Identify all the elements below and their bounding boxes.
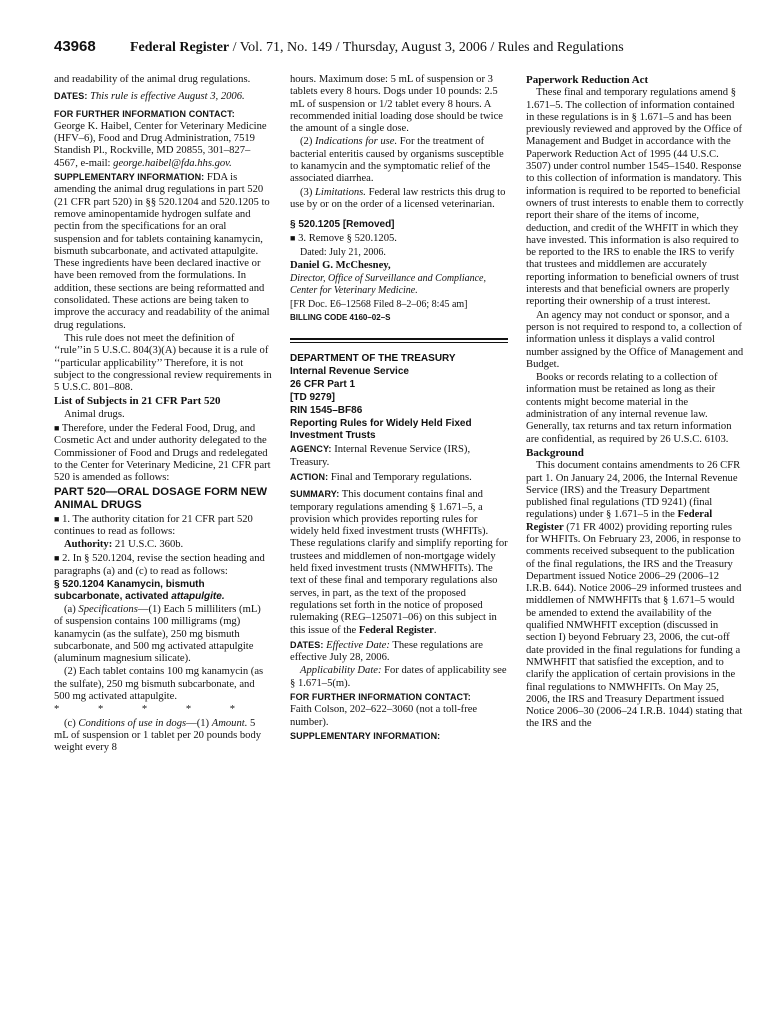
action-paragraph (290, 471, 508, 484)
agency-heading: Internal Revenue Service (290, 366, 409, 378)
square-bullet-icon: ■ (290, 233, 296, 244)
intro-paragraph: and readability of the animal drug regulations. (54, 74, 251, 85)
contact-email[interactable]: george.haibel@fda.hhs.gov. (113, 157, 232, 169)
dates-paragraph (54, 90, 272, 103)
indications-text: For the treatment of bacterial enteritis caused by organisms susceptible to kanamycin and the symptomatic relief of the associated diarrhea. (290, 136, 504, 185)
columns (54, 74, 744, 756)
section-heading-520-1204 (54, 579, 272, 603)
supplementary-paragraph (54, 171, 272, 332)
pra-heading: Paperwork Reduction Act (526, 74, 649, 86)
effective-date-italic: Effective Date: (326, 639, 390, 651)
dates-label: DATES: (54, 91, 88, 102)
supplementary-label: SUPPLEMENTARY INFORMATION: (54, 172, 205, 183)
fr-doc-line: [FR Doc. E6–12568 Filed 8–2–06; 8:45 am] (290, 298, 468, 310)
department-heading: DEPARTMENT OF THE TREASURY (290, 353, 456, 365)
document-title: Reporting Rules for Widely Held Fixed Investment Trusts (290, 418, 472, 442)
publication-title: Federal Register (130, 40, 230, 55)
page-number: 43968 (54, 38, 96, 55)
applicability-italic: Applicability Date: (300, 665, 382, 677)
removed-heading: § 520.1205 [Removed] (290, 219, 395, 231)
therefore-paragraph (54, 422, 272, 484)
rin-heading: RIN 1545–BF86 (290, 405, 363, 417)
contact-paragraph (54, 108, 272, 170)
action-text: Final and Temporary regulations. (330, 471, 472, 483)
item-3 (290, 232, 508, 245)
column-2 (290, 74, 508, 756)
amount-text: 5 mL of suspension or 1 tablet per 20 pounds body weight every 8 (54, 717, 262, 754)
background-text-a: This document contains amendments to 26 CFR part 1. On January 24, 2006, the Internal Revenue Service (IRS) and the Treasury Department published final regulations (TD 9241) (final regulations) under § 1.671–5 in the (526, 460, 741, 521)
pra-paragraph-2: An agency may not conduct or sponsor, and a person is not required to respond to, a collection of information unless it displays a valid control number assigned by the Office of Management and Budget. (526, 309, 744, 370)
indications-label: (2) (300, 136, 316, 148)
item-1 (54, 513, 272, 539)
square-bullet-icon: ■ (54, 513, 60, 524)
conditions-italic: Conditions of use in dogs (78, 717, 187, 729)
supplementary2-label: SUPPLEMENTARY INFORMATION: (290, 730, 441, 741)
dated-line: Dated: July 21, 2006. (300, 246, 386, 258)
contact2-text: Faith Colson, 202–622–3060 (not a toll-free number). (290, 704, 478, 728)
summary-end: . (433, 624, 437, 636)
cfr-heading: 26 CFR Part 1 (290, 379, 356, 391)
dates-text: This rule is effective August 3, 2006. (90, 91, 245, 103)
limitations-text: Federal law restricts this drug to use by or on the order of a licensed veterinarian. (290, 186, 506, 210)
square-bullet-icon: ■ (54, 553, 60, 564)
indications-italic: Indications for use. (315, 136, 398, 148)
background-text-b: (71 FR 4002) providing reporting rules for WHFITs. On February 23, 2006, in response to comments received subsequent to the publication of the final regulations, the IRS and the Treasury Department issued Notice 2006–29 (2006–12 I.R.B. 644). Notice 2006–29 informed trustees and middlemen of NMWHFITs that § 1.671–5 would be amended to extend the availability of the qualified NMWHFIT exception (discussed in section I) beyond February 23, 2006, the cut-off date provided in the final regulations for funding a NMWHFIT that satisfied the exception, and to clarify the application of certain provisions in the final regulations to NMWHFITs. On May 25, 2006, the IRS and Treasury Department issued Notice 2006–30 (2006–24 I.R.B. 1044) stating that the IRS and the (526, 521, 743, 730)
pra-paragraph-1: These final and temporary regulations amend § 1.671–5. The collection of information contained in these regulations is in § 1.671–5 and has been previously reviewed and approved by the Office of Management and Budget in accordance with the Paperwork Reduction Act of 1995 (44 U.S.C. 3507) under control number 1545–1540. Response to this collection of information is mandatory. This information is required to be reported to beneficial owners of trust interests to enable them to correctly report their share of the items of income, deduction, and credit of the WHFIT in which they have invested. This information is also required to be reported to the IRS to enable the IRS to verify that trustees and middlemen are accurately reporting information to beneficial owners of trust interests and that beneficial owners are properly reporting their ownership of a trust interest. (526, 87, 744, 308)
effective-date-text: These regulations are effective July 28, 2006. (290, 639, 483, 664)
section-heading-italic: attapulgite. (171, 590, 225, 602)
applicability-text: For dates of applicability see § 1.671–5(m). (290, 665, 507, 689)
indications-paragraph (290, 136, 508, 185)
summary-fr: Federal Register (358, 624, 434, 636)
amount-italic: Amount. (211, 717, 248, 729)
summary-label: SUMMARY: (290, 489, 340, 500)
contact-text: George K. Haibel, Center for Veterinary Medicine (HFV–6), Food and Drug Administration, 7519 Standish Pl., Rockville, MD 20855, 301–827–4567, e-mail: (54, 120, 267, 169)
summary-paragraph (290, 488, 508, 637)
subjects-item: Animal drugs. (64, 408, 125, 420)
dose-paragraph: hours. Maximum dose: 5 mL of suspension or 3 tablets every 8 hours. Dogs under 10 pounds: 2.5 mL of suspension or 1/2 tablet every 8 hours. A recommended initial loading dose should be twice the amount of a single dose. (290, 74, 503, 135)
authority-label: Authority: (64, 539, 113, 551)
applicability-paragraph (290, 665, 508, 690)
section-heading-text: § 520.1204 Kanamycin, bismuth subcarbonate, activated (54, 578, 205, 602)
section-divider (290, 338, 508, 343)
signer-title (290, 273, 508, 298)
contact2-paragraph (290, 691, 508, 729)
column-3 (526, 74, 744, 756)
signer-name: Daniel G. McChesney, (290, 259, 391, 271)
agency-text: Internal Revenue Service (IRS), Treasury. (290, 444, 471, 468)
item-1-text: 1. The authority citation for 21 CFR part 520 continues to read as follows: (54, 513, 253, 537)
spec-a-label: (a) (64, 603, 79, 615)
spec-a-text: —(1) Each 5 milliliters (mL) of suspension contains 100 milligrams (mg) kanamycin (as the sulfate), 250 mg bismuth subcarbonate, and 500 mg activated attapulgite (aluminum magnesium silicate). (54, 603, 261, 665)
background-fr: Federal Register (526, 509, 713, 533)
background-paragraph (526, 460, 744, 731)
dates2-label: DATES: (290, 639, 324, 650)
td-heading: [TD 9279] (290, 392, 336, 404)
agency-paragraph (290, 443, 508, 469)
signer-title-text: Director, Office of Surveillance and Compliance, Center for Veterinary Medicine. (290, 273, 486, 297)
background-heading: Background (526, 446, 584, 459)
billing-code: BILLING CODE 4160–02–S (290, 313, 391, 323)
subjects-heading: List of Subjects in 21 CFR Part 520 (54, 395, 221, 408)
authority-paragraph (54, 539, 272, 551)
conditions-paragraph (54, 718, 272, 755)
issue-info: / Vol. 71, No. 149 / Thursday, August 3, 2006 / Rules and Regulations (229, 40, 624, 55)
dates2-paragraph (290, 639, 508, 665)
summary-text: This document contains final and temporary regulations amending § 1.671–5, a provision which provides reporting rules for widely held fixed investment trusts (WHFITs). These regulations clarify and simplify reporting for trustees and middlemen of non-mortgage widely held fixed investment trusts (NMWHFITs). The text of these final and temporary regulations also serves, in part, as the text of the proposed regulations set forth in the notice of proposed rulemaking (REG–125071–06) on this subject in this issue of the (290, 489, 508, 636)
pra-paragraph-3: Books or records relating to a collection of information must be retained as long as their contents might become material in the administration of any internal revenue law. Generally, tax returns and tax return information are confidential, as required by 26 U.S.C. 6103. (526, 372, 732, 445)
supplementary-text: FDA is amending the animal drug regulations in part 520 (21 CFR part 520) in §§ 520.1204 and 520.1205 to remove aminopentamide hydrogen sulfate and pectin from the specifications for an oral suspension and for tablets containing kanamycin, bismuth subcarbonate, and activated attapulgite. These ingredients have been declared inactive or have been removed from the formulations. In addition, these sections are being reformatted and consolidated. These actions are being taken to improve the accuracy and readability of the animal drug regulations. (54, 172, 270, 331)
limitations-italic: Limitations. (315, 186, 366, 198)
limitations-label: (3) (300, 186, 316, 198)
limitations-paragraph (290, 187, 508, 212)
contact-label: FOR FURTHER INFORMATION CONTACT: (54, 108, 235, 119)
spec-2-paragraph: (2) Each tablet contains 100 mg kanamycin (as the sulfate), 250 mg bismuth subcarbonate, and 500 mg activated attapulgite. (54, 666, 264, 703)
conditions-text: —(1) (186, 717, 212, 729)
therefore-text: Therefore, under the Federal Food, Drug, and Cosmetic Act and under authority delegated to the Commissioner of Food and Drugs and redelegated to the Center for Veterinary Medicine, 21 CFR part 520 is amended as follows: (54, 423, 271, 484)
item-3-text: 3. Remove § 520.1205. (298, 233, 397, 245)
spec-a-italic: Specifications (78, 603, 138, 615)
spec-a-paragraph (54, 604, 272, 665)
authority-text: 21 U.S.C. 360b. (114, 539, 184, 551)
column-1 (54, 74, 272, 756)
rule-paragraph: This rule does not meet the definition of ‘‘rule’’in 5 U.S.C. 804(3)(A) because it is a rule of ‘‘particular applicability’’ Therefore, it is not subject to the congressional review requirements in 5 U.S.C. 801–808. (54, 332, 272, 394)
item-2 (54, 552, 272, 578)
action-label: ACTION: (290, 471, 329, 482)
contact2-label: FOR FURTHER INFORMATION CONTACT: (290, 691, 471, 702)
part-heading: PART 520—ORAL DOSAGE FORM NEW ANIMAL DRUGS (54, 485, 267, 511)
supplementary2-paragraph (290, 730, 508, 743)
conditions-label: (c) (64, 717, 79, 729)
square-bullet-icon: ■ (54, 423, 60, 434)
item-2-text: 2. In § 520.1204, revise the section heading and paragraphs (a) and (c) to read as follows: (54, 553, 265, 577)
agency-label: AGENCY: (290, 444, 332, 455)
page-header (54, 38, 744, 62)
ellipsis-stars: * * * * * (54, 704, 254, 716)
